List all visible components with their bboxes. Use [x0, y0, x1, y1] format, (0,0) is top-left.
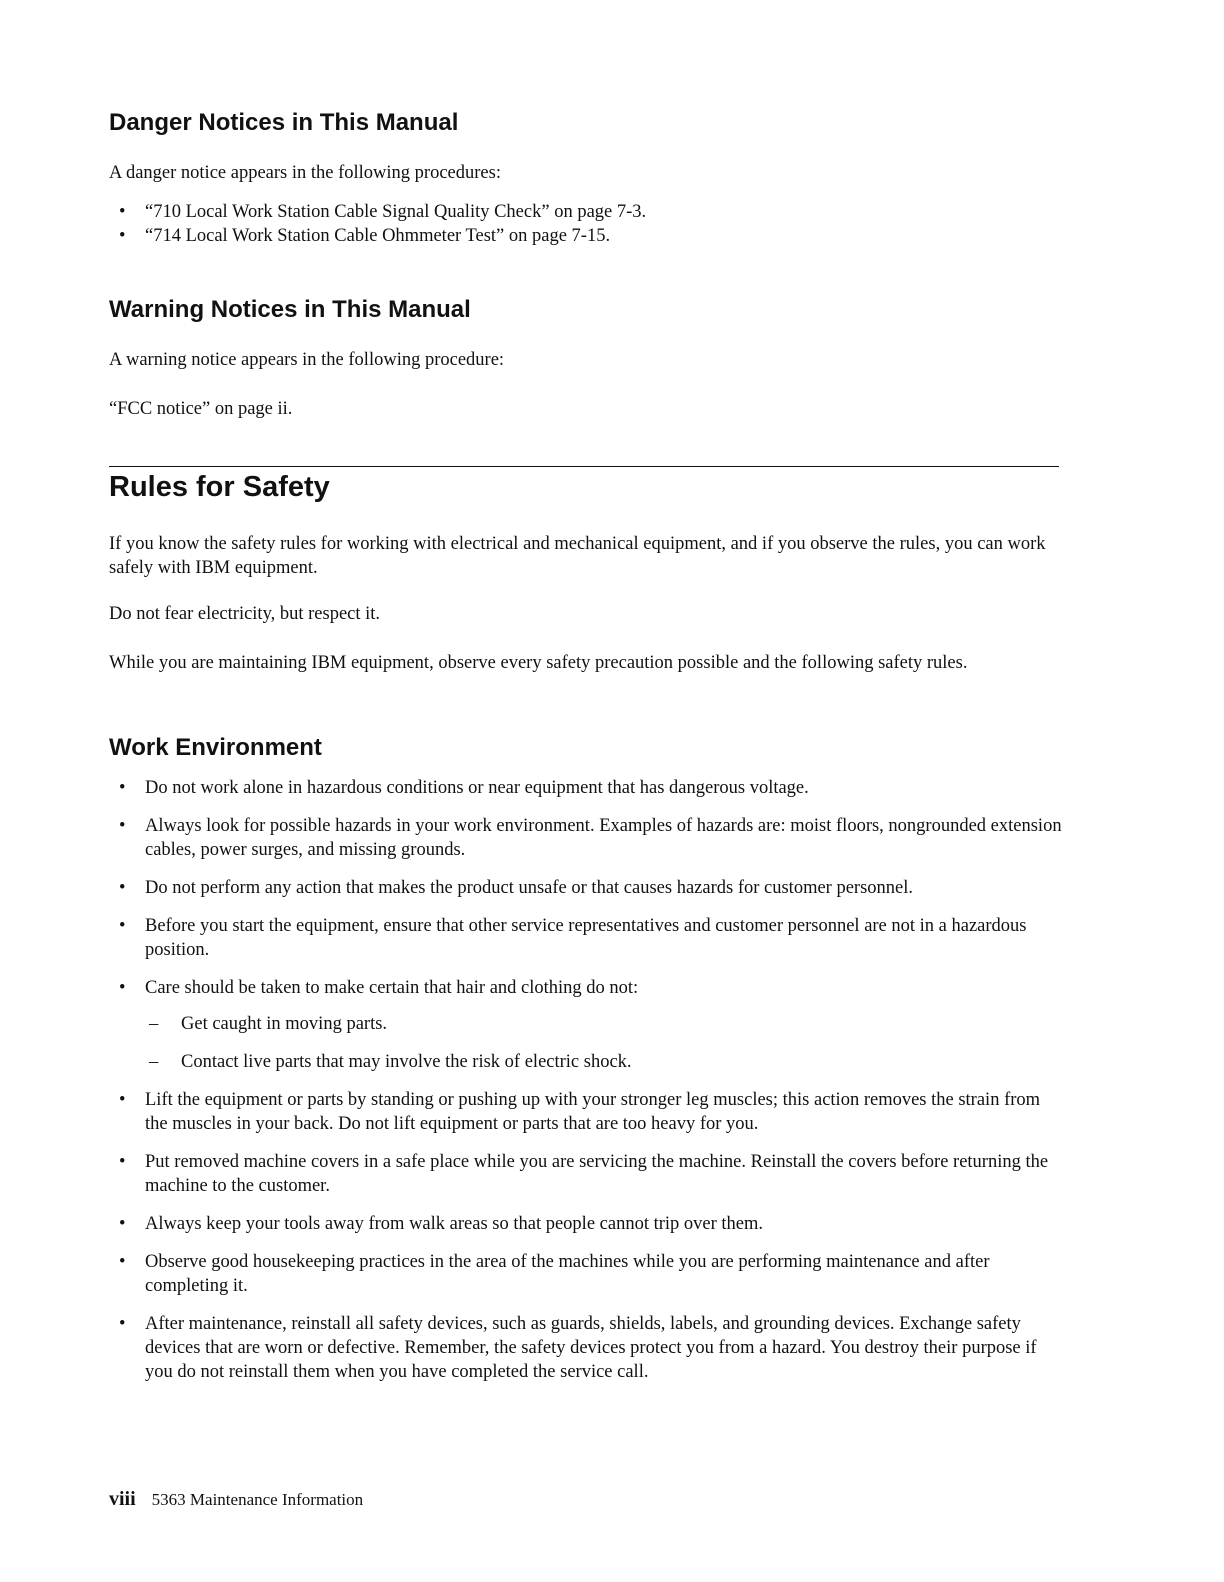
danger-list	[109, 200, 1064, 248]
list-item	[109, 200, 1064, 224]
rule-text: Do not work alone in hazardous conditions or near equipment that has dangerous voltage.	[145, 778, 809, 798]
rule-text: Always keep your tools away from walk areas so that people cannot trip over them.	[145, 1214, 764, 1234]
rule-text: After maintenance, reinstall all safety devices, such as guards, shields, labels, and grounding devices. Exchange safety devices that are worn or defective. Remember, the safety devices protect you from a hazard. You destroy their purpose if you do not reinstall them when you have completed the service call.	[145, 1314, 1037, 1382]
rules-paragraph: If you know the safety rules for working with electrical and mechanical equipment, and if you observe the rules, you can work safely with IBM equipment.	[109, 534, 1046, 578]
list-item	[109, 914, 1064, 962]
document-page	[109, 0, 1062, 1582]
bullet-icon: •	[119, 816, 126, 836]
bullet-icon: •	[119, 1090, 126, 1110]
rules-paragraph: Do not fear electricity, but respect it.	[109, 604, 381, 624]
rules-for-safety-heading: Rules for Safety	[109, 471, 330, 503]
bullet-icon: •	[119, 202, 126, 222]
warning-intro: A warning notice appears in the following procedure:	[109, 350, 505, 370]
rule-text: Before you start the equipment, ensure that other service representatives and customer personnel are not in a hazardous position.	[145, 916, 1027, 960]
sub-list	[145, 1012, 1064, 1074]
bullet-icon: •	[119, 1214, 126, 1234]
danger-item-text: “714 Local Work Station Cable Ohmmeter Test” on page 7-15.	[145, 226, 611, 246]
bullet-icon: •	[119, 1314, 126, 1334]
sub-list-item	[145, 1012, 1064, 1036]
page-footer	[109, 1488, 363, 1511]
manual-title: 5363 Maintenance Information	[151, 1490, 364, 1509]
bullet-icon: •	[119, 226, 126, 246]
bullet-icon: •	[119, 916, 126, 936]
danger-notices-heading: Danger Notices in This Manual	[109, 109, 459, 136]
warning-notices-heading: Warning Notices in This Manual	[109, 296, 471, 323]
sub-list-item	[145, 1050, 1064, 1074]
sub-item-text: Get caught in moving parts.	[181, 1014, 388, 1034]
list-item	[109, 814, 1064, 862]
rules-paragraph: While you are maintaining IBM equipment, observe every safety precaution possible and the following safety rules.	[109, 653, 968, 673]
warning-reference: “FCC notice” on page ii.	[109, 399, 293, 419]
list-item	[109, 1212, 1064, 1236]
work-environment-list	[109, 776, 1064, 1398]
rule-text: Do not perform any action that makes the product unsafe or that causes hazards for customer personnel.	[145, 878, 914, 898]
rule-text: Always look for possible hazards in your work environment. Examples of hazards are: moist floors, nongrounded extension cables, power surges, and missing grounds.	[145, 816, 1062, 860]
page-number: viii	[109, 1488, 136, 1510]
work-environment-heading: Work Environment	[109, 734, 322, 761]
list-item	[109, 876, 1064, 900]
bullet-icon: •	[119, 1152, 126, 1172]
rule-text: Observe good housekeeping practices in the area of the machines while you are performing maintenance and after completing it.	[145, 1252, 990, 1296]
list-item	[109, 976, 1064, 1074]
dash-icon: –	[149, 1014, 159, 1034]
rule-text: Care should be taken to make certain that hair and clothing do not:	[145, 978, 639, 998]
sub-item-text: Contact live parts that may involve the risk of electric shock.	[181, 1052, 632, 1072]
bullet-icon: •	[119, 878, 126, 898]
list-item	[109, 224, 1064, 248]
section-divider	[109, 466, 1059, 467]
dash-icon: –	[149, 1052, 159, 1072]
list-item	[109, 1312, 1064, 1384]
list-item	[109, 1250, 1064, 1298]
danger-intro: A danger notice appears in the following procedures:	[109, 163, 501, 183]
bullet-icon: •	[119, 978, 126, 998]
rule-text: Lift the equipment or parts by standing or pushing up with your stronger leg muscles; this action removes the strain from the muscles in your back. Do not lift equipment or parts that are too heavy for you.	[145, 1090, 1041, 1134]
bullet-icon: •	[119, 1252, 126, 1272]
danger-item-text: “710 Local Work Station Cable Signal Quality Check” on page 7-3.	[145, 202, 647, 222]
list-item	[109, 776, 1064, 800]
list-item	[109, 1150, 1064, 1198]
list-item	[109, 1088, 1064, 1136]
rule-text: Put removed machine covers in a safe place while you are servicing the machine. Reinstall the covers before returning the machine to the customer.	[145, 1152, 1049, 1196]
bullet-icon: •	[119, 778, 126, 798]
